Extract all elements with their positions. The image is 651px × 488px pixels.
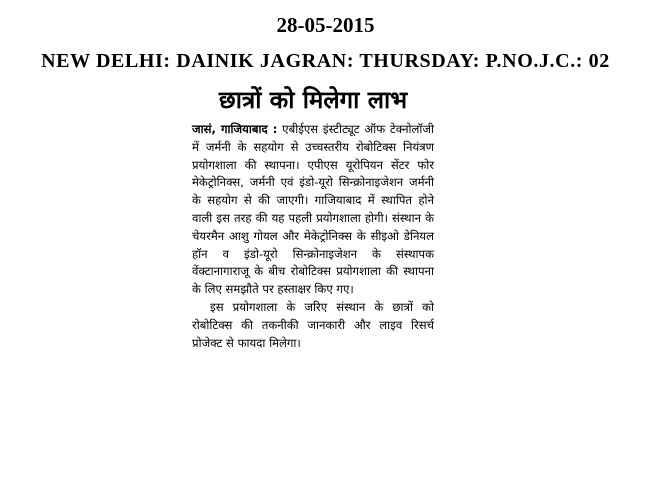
article-paragraph-1-text: एबीईएस इंस्टीट्यूट ऑफ टेक्नोलॉजी में जर्मनी के सहयोग से उच्चस्तरीय रोबोटिक्स नियंत्रण प्रयोगशाला की स्थापना। एपीएस यूरोपियन सेंटर फोर मेकेट्रोनिक्स, जर्मनी एवं इंडो-यूरो सिन्क्रोनाइजेशन जर्मनी के सहयोग से की जाएगी। गाजियाबाद में स्थापित होने वाली इस तरह की यह पहली प्रयोगशाला होगी। संस्थान के चेयरमैन आशु गोयल और मेकेट्रोनिक्स के सीइओ डेनियल हॉन व इंडो-यूरो सिन्क्रोनाइजेशन के संस्थापक वेंक्टानागाराजू के बीच रोबोटिक्स प्रयोगशाला की स्थापना के लिए समझौते पर हस्ताक्षर किए गए। — [192, 122, 435, 297]
news-clipping — [192, 83, 434, 352]
article-headline: छात्रों को मिलेगा लाभ — [218, 86, 408, 114]
publication-source: NEW DELHI: DAINIK JAGRAN: THURSDAY: P.NO.J.C.: 02 — [41, 50, 610, 72]
article-paragraph-2: इस प्रयोगशाला के जरिए संस्थान के छात्रों को रोबोटिक्स की तकनीकी जानकारी और लाइव रिसर्च प्रोजेक्ट से फायदा मिलेगा। — [192, 299, 434, 350]
article-body — [192, 121, 434, 352]
article-dateline: जासं, गाजियाबाद : — [192, 122, 278, 136]
article-paragraph-1 — [192, 121, 434, 299]
publication-date: 28-05-2015 — [276, 13, 375, 37]
